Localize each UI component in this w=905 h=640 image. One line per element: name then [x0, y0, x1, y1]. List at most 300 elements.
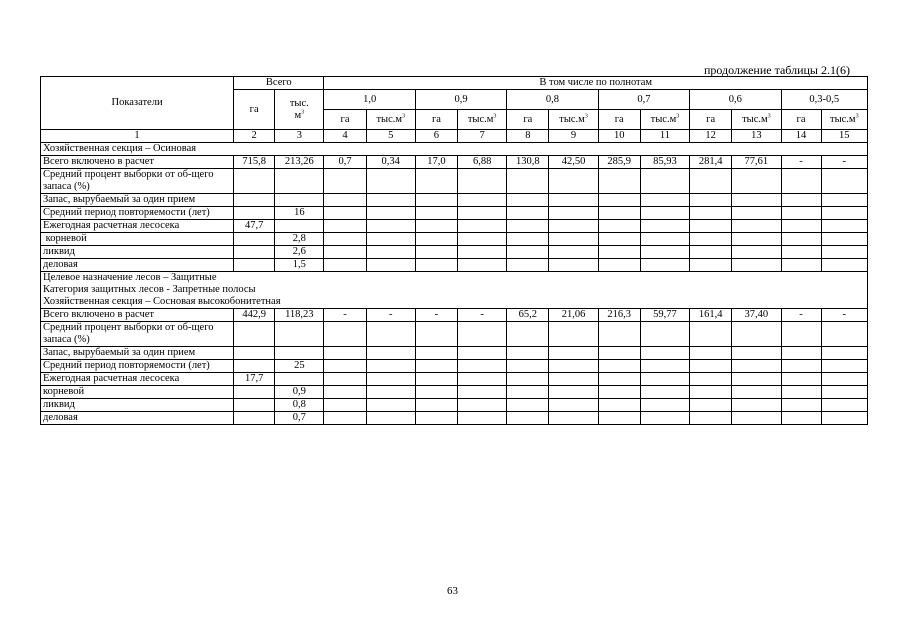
- section-header: [41, 143, 868, 156]
- table-cell: [275, 347, 324, 360]
- table-cell: 85,93: [640, 156, 689, 169]
- table-cell: [690, 360, 732, 373]
- table-cell: [640, 412, 689, 425]
- table-cell: [640, 220, 689, 233]
- table-cell: 216,3: [598, 309, 640, 322]
- column-number: 14: [781, 130, 821, 143]
- table-cell: [234, 169, 275, 194]
- table-cell: [549, 207, 598, 220]
- table-cell: [275, 194, 324, 207]
- table-cell: [507, 246, 549, 259]
- table-cell: [457, 246, 506, 259]
- table-cell: 37,40: [732, 309, 781, 322]
- header-density-2: 0,9: [415, 90, 506, 110]
- column-number: 1: [41, 130, 234, 143]
- table-cell: [781, 399, 821, 412]
- table-cell: -: [324, 309, 366, 322]
- table-cell: 285,9: [598, 156, 640, 169]
- table-cell: [366, 347, 415, 360]
- table-cell: [690, 373, 732, 386]
- table-cell: [598, 169, 640, 194]
- row-label: Средний период повторяемости (лет): [41, 207, 234, 220]
- column-number: 13: [732, 130, 781, 143]
- header-unit-ha: га: [324, 110, 366, 130]
- table-cell: [732, 373, 781, 386]
- section-header-line: Категория защитных лесов - Запретные полосы: [43, 284, 256, 295]
- table-cell: [781, 386, 821, 399]
- column-number: 12: [690, 130, 732, 143]
- header-unit-ha: га: [781, 110, 821, 130]
- table-cell: [549, 220, 598, 233]
- header-unit-ha: га: [415, 110, 457, 130]
- table-cell: [415, 347, 457, 360]
- column-number: 7: [457, 130, 506, 143]
- table-cell: [640, 169, 689, 194]
- table-cell: 25: [275, 360, 324, 373]
- table-cell: [366, 194, 415, 207]
- table-cell: [640, 373, 689, 386]
- table-cell: [457, 386, 506, 399]
- table-row: [41, 322, 868, 347]
- table-cell: [415, 233, 457, 246]
- table-cell: [415, 194, 457, 207]
- table-cell: 442,9: [234, 309, 275, 322]
- table-cell: [234, 399, 275, 412]
- row-label: Средний период повторяемости (лет): [41, 360, 234, 373]
- column-number: 15: [821, 130, 867, 143]
- table-cell: -: [415, 309, 457, 322]
- table-cell: [598, 233, 640, 246]
- table-cell: [598, 347, 640, 360]
- table-cell: [821, 207, 867, 220]
- table-row: [41, 156, 868, 169]
- table-cell: [324, 220, 366, 233]
- table-row: [41, 259, 868, 272]
- header-total-ha: га: [234, 90, 275, 130]
- table-cell: [640, 347, 689, 360]
- table-cell: [457, 194, 506, 207]
- table-cell: [640, 194, 689, 207]
- table-cell: [732, 399, 781, 412]
- table-cell: [324, 259, 366, 272]
- row-label: Ежегодная расчетная лесосека: [41, 220, 234, 233]
- table-cell: [549, 386, 598, 399]
- table-cell: [549, 169, 598, 194]
- table-cell: [324, 246, 366, 259]
- table-cell: 17,7: [234, 373, 275, 386]
- table-cell: [415, 373, 457, 386]
- table-cell: [598, 322, 640, 347]
- table-cell: 16: [275, 207, 324, 220]
- table-cell: [640, 259, 689, 272]
- column-number: 5: [366, 130, 415, 143]
- table-cell: [457, 360, 506, 373]
- header-unit-ha: га: [598, 110, 640, 130]
- table-cell: [324, 386, 366, 399]
- table-cell: [415, 169, 457, 194]
- table-cell: [598, 220, 640, 233]
- table-cell: 130,8: [507, 156, 549, 169]
- table-cell: [507, 169, 549, 194]
- table-cell: -: [821, 156, 867, 169]
- table-cell: [415, 399, 457, 412]
- header-total-volume: тыс. $м^3$: [275, 90, 324, 130]
- table-cell: [781, 169, 821, 194]
- row-label: Средний процент выборки от об-щего запаса (%): [41, 322, 234, 347]
- table-cell: 47,7: [234, 220, 275, 233]
- table-cell: [732, 220, 781, 233]
- header-indicators: Показатели: [41, 77, 234, 130]
- table-cell: [507, 360, 549, 373]
- table-cell: [821, 399, 867, 412]
- header-density-4: 0,7: [598, 90, 689, 110]
- table-cell: [821, 194, 867, 207]
- table-cell: 0,7: [275, 412, 324, 425]
- table-cell: [234, 360, 275, 373]
- table-cell: [821, 347, 867, 360]
- row-label: ликвид: [41, 399, 234, 412]
- column-number: 3: [275, 130, 324, 143]
- table-cell: [366, 169, 415, 194]
- table-row: [41, 194, 868, 207]
- table-cell: [781, 194, 821, 207]
- table-cell: -: [366, 309, 415, 322]
- table-cell: [549, 194, 598, 207]
- table-cell: [598, 194, 640, 207]
- table-cell: [366, 233, 415, 246]
- column-number: 11: [640, 130, 689, 143]
- table-cell: [234, 347, 275, 360]
- table-cell: [732, 347, 781, 360]
- table-cell: [690, 169, 732, 194]
- table-cell: [457, 322, 506, 347]
- table-cell: [781, 347, 821, 360]
- header-density-6: 0,3-0,5: [781, 90, 868, 110]
- header-unit-volume: $тыс.м^3$: [366, 110, 415, 130]
- table-cell: [690, 322, 732, 347]
- table-cell: [821, 412, 867, 425]
- table-cell: [415, 360, 457, 373]
- section-header: [41, 272, 868, 309]
- table-cell: [690, 347, 732, 360]
- table-cell: [640, 207, 689, 220]
- table-cell: [366, 246, 415, 259]
- table-cell: -: [457, 309, 506, 322]
- section-header-line: Целевое назначение лесов – Защитные: [43, 272, 217, 283]
- table-cell: 0,7: [324, 156, 366, 169]
- table-cell: [507, 233, 549, 246]
- table-cell: [640, 360, 689, 373]
- header-unit-volume: $тыс.м^3$: [549, 110, 598, 130]
- table-cell: [234, 233, 275, 246]
- table-cell: 715,8: [234, 156, 275, 169]
- table-cell: [366, 360, 415, 373]
- table-row: [41, 207, 868, 220]
- table-cell: 59,77: [640, 309, 689, 322]
- table-cell: 42,50: [549, 156, 598, 169]
- table-cell: 65,2: [507, 309, 549, 322]
- section-header-line: Хозяйственная секция – Сосновая высокобонитетная: [43, 296, 281, 307]
- table-cell: [781, 360, 821, 373]
- table-row: [41, 169, 868, 194]
- table-cell: [781, 220, 821, 233]
- table-cell: [690, 259, 732, 272]
- table-cell: [732, 360, 781, 373]
- table-cell: [415, 220, 457, 233]
- table-cell: [549, 412, 598, 425]
- row-label: корневой: [41, 386, 234, 399]
- header-unit-volume: $тыс.м^3$: [640, 110, 689, 130]
- table-cell: [234, 386, 275, 399]
- table-cell: [732, 386, 781, 399]
- table-cell: [549, 373, 598, 386]
- table-cell: [366, 386, 415, 399]
- table-cell: [732, 322, 781, 347]
- table-cell: [457, 169, 506, 194]
- table-row: [41, 246, 868, 259]
- table-cell: [275, 220, 324, 233]
- table-cell: [549, 360, 598, 373]
- table-cell: [598, 373, 640, 386]
- column-number: 4: [324, 130, 366, 143]
- table-cell: 6,88: [457, 156, 506, 169]
- table-cell: [234, 412, 275, 425]
- table-cell: [821, 360, 867, 373]
- table-row: [41, 399, 868, 412]
- table-cell: [598, 399, 640, 412]
- table-cell: 1,5: [275, 259, 324, 272]
- table-cell: 2,8: [275, 233, 324, 246]
- table-cell: [415, 246, 457, 259]
- table-row: [41, 373, 868, 386]
- table-cell: [732, 246, 781, 259]
- row-label: ликвид: [41, 246, 234, 259]
- table-cell: [690, 386, 732, 399]
- table-cell: [781, 322, 821, 347]
- table-cell: [415, 386, 457, 399]
- table-cell: [366, 259, 415, 272]
- table-cell: [234, 246, 275, 259]
- table-cell: [457, 233, 506, 246]
- table-cell: [598, 259, 640, 272]
- row-label: Всего включено в расчет: [41, 156, 234, 169]
- section-header-line: Хозяйственная секция – Осиновая: [43, 143, 197, 154]
- header-unit-volume: $тыс.м^3$: [457, 110, 506, 130]
- table-cell: [732, 169, 781, 194]
- table-cell: [366, 412, 415, 425]
- table-cell: [507, 347, 549, 360]
- table-cell: [821, 373, 867, 386]
- table-cell: 2,6: [275, 246, 324, 259]
- row-label: Запас, вырубаемый за один прием: [41, 194, 234, 207]
- table-cell: [549, 347, 598, 360]
- table-cell: [324, 399, 366, 412]
- table-cell: [549, 399, 598, 412]
- table-cell: [415, 207, 457, 220]
- table-cell: 21,06: [549, 309, 598, 322]
- table-cell: [598, 246, 640, 259]
- table-cell: 77,61: [732, 156, 781, 169]
- table-caption: продолжение таблицы 2.1(6): [703, 63, 850, 77]
- table-cell: -: [781, 309, 821, 322]
- table-row: [41, 412, 868, 425]
- table-cell: [690, 207, 732, 220]
- table-cell: [507, 322, 549, 347]
- header-density-1: 1,0: [324, 90, 415, 110]
- table-cell: [507, 194, 549, 207]
- table-cell: [821, 259, 867, 272]
- table-cell: 0,8: [275, 399, 324, 412]
- table-cell: [598, 412, 640, 425]
- column-number: 8: [507, 130, 549, 143]
- column-number: 10: [598, 130, 640, 143]
- row-label: Запас, вырубаемый за один прием: [41, 347, 234, 360]
- forest-table: [40, 76, 868, 425]
- table-cell: [324, 347, 366, 360]
- table-cell: [781, 412, 821, 425]
- table-cell: [457, 347, 506, 360]
- table-cell: [234, 207, 275, 220]
- table-cell: [781, 233, 821, 246]
- table-cell: [640, 399, 689, 412]
- table-cell: [366, 207, 415, 220]
- header-unit-volume: $тыс.м^3$: [732, 110, 781, 130]
- table-cell: [324, 169, 366, 194]
- header-unit-volume: $тыс.м^3$: [821, 110, 867, 130]
- table-row: [41, 309, 868, 322]
- table-cell: [507, 259, 549, 272]
- table-cell: [366, 399, 415, 412]
- table-cell: 0,9: [275, 386, 324, 399]
- table-cell: [821, 322, 867, 347]
- table-cell: [275, 322, 324, 347]
- table-cell: [275, 169, 324, 194]
- table-cell: [507, 373, 549, 386]
- table-cell: [690, 412, 732, 425]
- row-label: деловая: [41, 412, 234, 425]
- table-cell: [732, 412, 781, 425]
- header-density-3: 0,8: [507, 90, 598, 110]
- table-cell: [549, 233, 598, 246]
- table-cell: [324, 412, 366, 425]
- row-label: Всего включено в расчет: [41, 309, 234, 322]
- table-cell: [640, 386, 689, 399]
- header-density-5: 0,6: [690, 90, 781, 110]
- table-cell: [324, 373, 366, 386]
- table-cell: [690, 399, 732, 412]
- table-cell: [234, 194, 275, 207]
- table-cell: [690, 220, 732, 233]
- table-row: [41, 347, 868, 360]
- table-cell: [507, 207, 549, 220]
- table-cell: [690, 194, 732, 207]
- table-cell: [507, 220, 549, 233]
- table-cell: [781, 246, 821, 259]
- table-cell: [234, 322, 275, 347]
- table-cell: [415, 322, 457, 347]
- table-cell: [457, 259, 506, 272]
- table-cell: [821, 246, 867, 259]
- table-cell: -: [781, 156, 821, 169]
- table-cell: [457, 373, 506, 386]
- table-row: [41, 386, 868, 399]
- table-cell: [324, 233, 366, 246]
- table-cell: [415, 412, 457, 425]
- table-cell: [457, 399, 506, 412]
- table-cell: 281,4: [690, 156, 732, 169]
- table-cell: [640, 246, 689, 259]
- table-cell: [457, 207, 506, 220]
- table-cell: 161,4: [690, 309, 732, 322]
- table-cell: [366, 220, 415, 233]
- table-cell: [732, 194, 781, 207]
- table-cell: [598, 207, 640, 220]
- row-label: деловая: [41, 259, 234, 272]
- table-cell: [598, 386, 640, 399]
- table-cell: [821, 220, 867, 233]
- page-number: 63: [447, 585, 458, 597]
- column-number: 6: [415, 130, 457, 143]
- table-cell: [640, 322, 689, 347]
- table-cell: [821, 169, 867, 194]
- table-cell: [732, 259, 781, 272]
- table-cell: [549, 322, 598, 347]
- table-cell: [640, 233, 689, 246]
- table-cell: [549, 246, 598, 259]
- table-cell: [366, 322, 415, 347]
- row-label: Средний процент выборки от об-щего запаса (%): [41, 169, 234, 194]
- table-cell: [732, 207, 781, 220]
- table-cell: [732, 233, 781, 246]
- table-cell: [457, 220, 506, 233]
- table-cell: [821, 386, 867, 399]
- header-total: Всего: [234, 77, 324, 90]
- table-cell: [781, 259, 821, 272]
- table-row: [41, 220, 868, 233]
- table-cell: [507, 399, 549, 412]
- table-cell: [324, 360, 366, 373]
- table-row: [41, 360, 868, 373]
- table-cell: [324, 207, 366, 220]
- table-cell: [457, 412, 506, 425]
- table-cell: [507, 412, 549, 425]
- column-number: 2: [234, 130, 275, 143]
- table-cell: [507, 386, 549, 399]
- table-cell: [549, 259, 598, 272]
- header-including: В том числе по полнотам: [324, 77, 868, 90]
- table-cell: [690, 246, 732, 259]
- table-cell: [275, 373, 324, 386]
- row-label: корневой: [41, 233, 234, 246]
- table-cell: [234, 259, 275, 272]
- table-cell: [366, 373, 415, 386]
- table-cell: [781, 207, 821, 220]
- table-cell: -: [821, 309, 867, 322]
- table-row: [41, 233, 868, 246]
- table-cell: [781, 373, 821, 386]
- table-cell: [821, 233, 867, 246]
- table-cell: 0,34: [366, 156, 415, 169]
- column-number: 9: [549, 130, 598, 143]
- table-cell: [690, 233, 732, 246]
- table-cell: 213,26: [275, 156, 324, 169]
- row-label: Ежегодная расчетная лесосека: [41, 373, 234, 386]
- table-cell: 17,0: [415, 156, 457, 169]
- table-cell: [598, 360, 640, 373]
- table-cell: [324, 194, 366, 207]
- table-cell: [324, 322, 366, 347]
- table-cell: [415, 259, 457, 272]
